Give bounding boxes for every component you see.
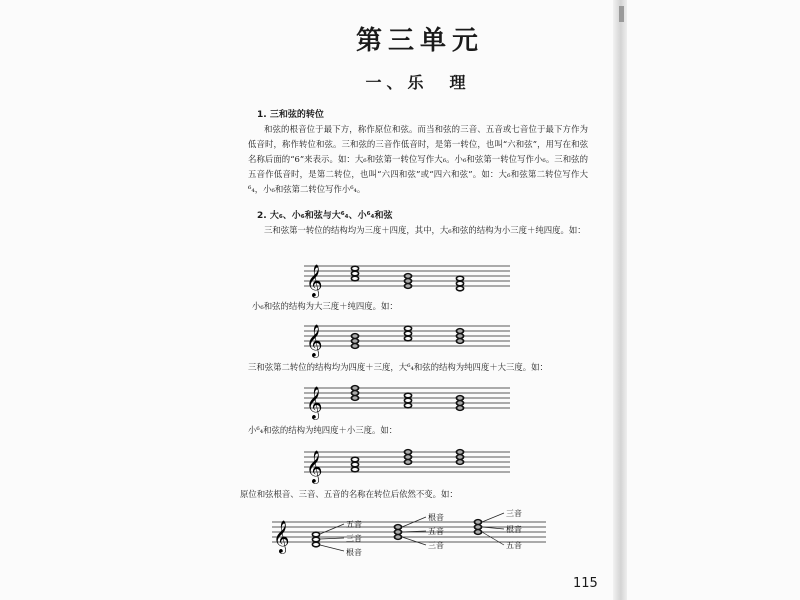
text-minor-six-four: 小⁶₄和弦的结构为纯四度＋小三度。如： [248, 425, 398, 435]
scan-speck [619, 6, 624, 22]
label-fifth: 五音 [346, 520, 362, 529]
label-fifth: 五音 [506, 541, 522, 550]
page-number: 115 [573, 576, 598, 591]
page-edge-shadow [613, 0, 627, 600]
label-fifth: 五音 [428, 527, 444, 536]
paragraph-first-inversion: 三和弦第一转位的结构均为三度＋四度，其中，大₆和弦的结构为小三度＋纯四度。如： [264, 225, 586, 235]
text-second-inversion: 三和弦第二转位的结构均为四度＋三度，大⁶₄和弦的结构为纯四度＋大三度。如： [248, 362, 548, 372]
unit-title: 第三单元 [355, 26, 484, 56]
treble-clef-icon: 𝄞 [306, 450, 323, 483]
staff-minor-six [300, 316, 514, 358]
label-third: 三音 [428, 541, 444, 550]
label-root: 根音 [346, 548, 362, 557]
staff-chord-tone-labels [268, 508, 550, 558]
text-minor-six: 小₆和弦的结构为大三度＋纯四度。如： [252, 301, 398, 311]
section-title: 一、乐 理 [365, 73, 471, 92]
treble-clef-icon: 𝄞 [306, 264, 323, 297]
staff-major-six-four [300, 378, 514, 420]
label-third: 三音 [346, 534, 362, 543]
heading-chord-inversion: 1. 三和弦的转位 [257, 110, 324, 120]
treble-clef-icon: 𝄞 [306, 386, 323, 419]
heading-six-chords: 2. 大₆、小₆和弦与大⁶₄、小⁶₄和弦 [257, 211, 393, 221]
treble-clef-icon: 𝄞 [306, 324, 323, 357]
treble-clef-icon: 𝄞 [273, 520, 290, 553]
label-third: 三音 [506, 509, 522, 518]
label-root: 根音 [506, 525, 522, 534]
label-root: 根音 [428, 513, 444, 522]
text-chord-tone-names: 原位和弦根音、三音、五音的名称在转位后依然不变。如： [240, 489, 458, 499]
staff-minor-six-four [300, 442, 514, 484]
paragraph-inversion-intro: 和弦的根音位于最下方，称作原位和弦。而当和弦的三音、五音或七音位于最下方作为低音时，称作转位和弦。三和弦的三音作低音时，是第一转位，也叫“六和弦”，用写在和弦名称后面的“6”来表示。如：大₆和弦第一转位写作大₆。小₆和弦第一转位写作小₆。三和弦的五音作低音时，是第二转位，也叫“六四和弦”或“四六和弦”。如：大₆和弦第二转位写作大⁶₄，小₆和弦第二转位写作小⁶₄。 [248, 124, 588, 194]
staff-major-six [300, 256, 514, 298]
